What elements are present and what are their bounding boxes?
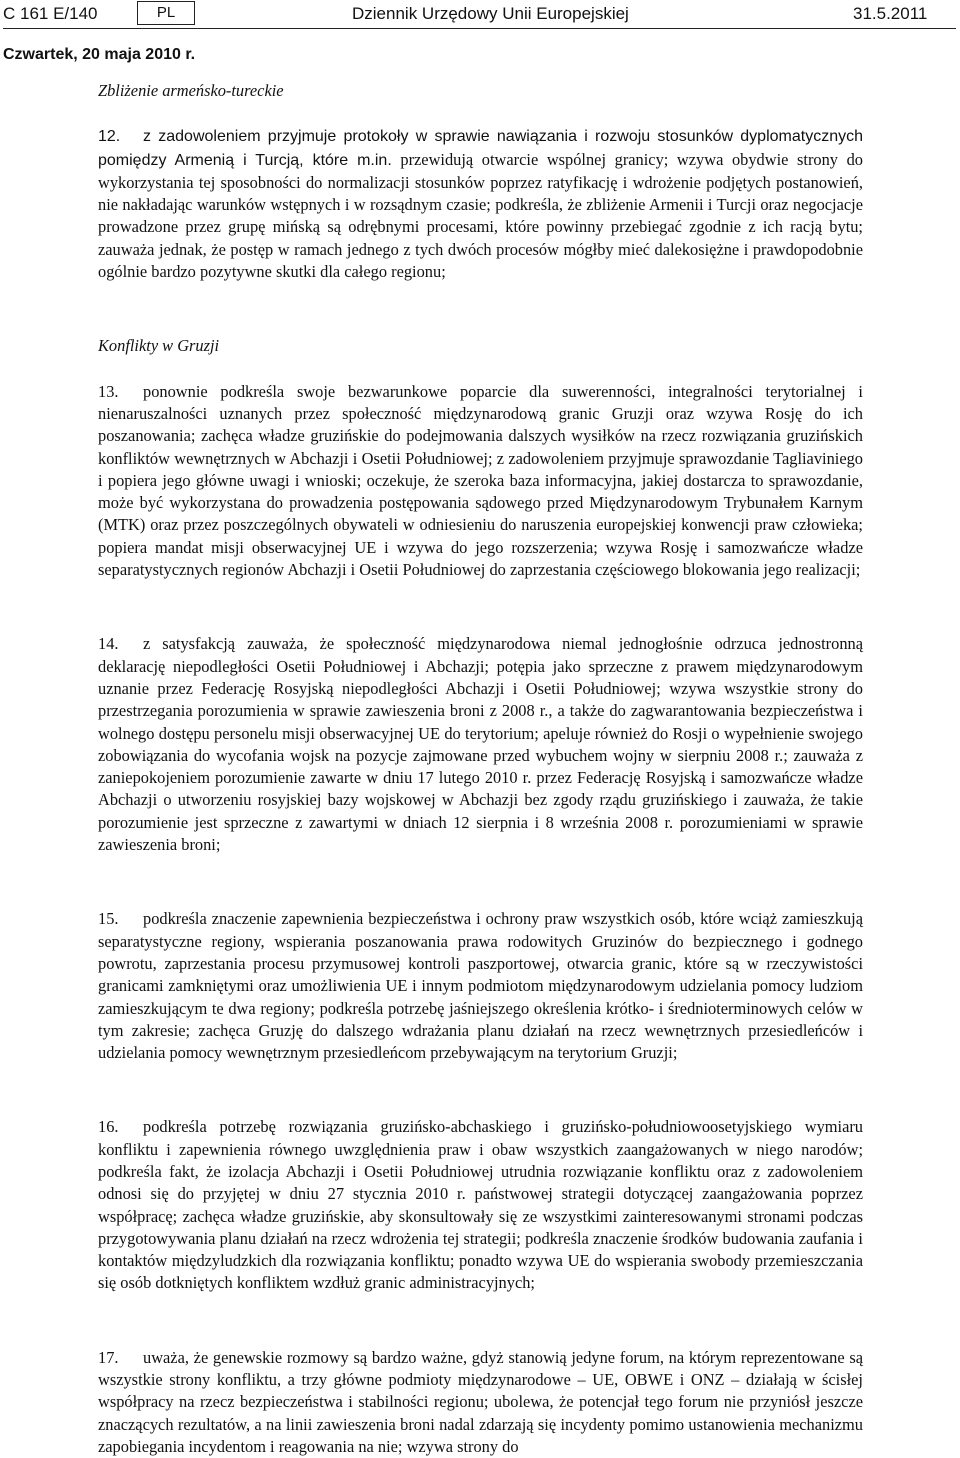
paragraph-16 (98, 1116, 863, 1294)
page-reference: C 161 E/140 (3, 4, 98, 23)
paragraph-14 (98, 633, 863, 856)
section-heading-georgia: Konflikty w Gruzji (98, 336, 220, 356)
paragraph-12-lead: z zadowoleniem przyjmuje protokoły w sprawie nawiązania i rozwoju stosunków dyplomatycznych pomiędzy Armenią i Turcją, które m.in. (98, 128, 863, 169)
paragraph-number: 14. (98, 634, 119, 654)
journal-title: Dziennik Urzędowy Unii Europejskiej (352, 4, 629, 23)
paragraph-15 (98, 908, 863, 1064)
header-divider (3, 28, 956, 29)
sitting-date: Czwartek, 20 maja 2010 r. (3, 46, 196, 63)
paragraph-14-text: z satysfakcją zauważa, że społeczność międzynarodowa niemal jednogłośnie odrzuca jednostronną deklarację niepodległości Osetii Południowej i Abchazji; potępia jako sprzeczne z prawem międzynarodowym uznanie przez Federację Rosyjską niepodległości Abchazji i Osetii Południowej; wzywa wszystkie strony do przestrzegania porozumienia w sprawie zawieszenia broni z 2008 r., a także do zagwarantowania bezpieczeństwa i wolnego dostępu personelu misji obserwacyjnej UE do terytorium; apeluje również do Rosji o wypełnienie swojego zobowiązania do wycofania wojsk na pozycje zajmowane przed wybuchem wojny w sierpniu 2008 r.; zauważa z zaniepokojeniem porozumienie zawarte w dniu 17 lutego 2010 r. przez Federację Rosyjską i samozwańcze władze Abchazji o utworzeniu rosyjskiej bazy wojskowej w Abchazji bez zgody rządu gruzińskiego i zauważa, że takie porozumienie jest sprzeczne z zawartymi w dniach 12 sierpnia i 8 września 2008 r. porozumieniami w sprawie zawieszenia broni; (98, 634, 863, 855)
paragraph-17 (98, 1347, 863, 1458)
paragraph-15-text: podkreśla znaczenie zapewnienia bezpieczeństwa i ochrony praw wszystkich osób, które wciąż zamieszkują separatystyczne regiony, wspierania poszanowania prawa rodowitych Gruzinów do bezpiecznego i godnego powrotu, zaprzestania procesu przymusowej kontroli paszportowej, otwarcia granic, które są w rzeczywistości granicami zamkniętymi oraz umożliwienia UE i innym podmiotom międzynarodowym udzielania pomocy ludziom zamieszkującym te dwa regiony; podkreśla potrzebę jaśniejszego określenia krótko- i średnioterminowych celów w tym zakresie; zachęca Gruzję do dalszego wdrażania planu działań na rzecz wewnętrznych przesiedleńców i udzielania pomocy wewnętrznym przesiedleńcom przebywającym na terytorium Gruzji; (98, 909, 863, 1063)
paragraph-number: 13. (98, 381, 119, 401)
section-heading-armenia: Zbliżenie armeńsko-tureckie (98, 81, 284, 100)
paragraph-13 (98, 381, 863, 582)
paragraph-12-text: przewidują otwarcie wspólnej granicy; wzywa obydwie strony do wykorzystania tej sposobności do normalizacji stosunków poprzez ratyfikację i wdrożenie podjętych postanowień, nie nakładając warunków wstępnych i w rozsądnym czasie; podkreśla, że zbliżenie Armenii i Turcji oraz negocjacje prowadzone przez grupę mińską są odrębnymi procesami, które powinny przebiegać zgodnie z ich racją bytu; zauważa jednak, że postęp w ramach jednego z tych dwóch procesów mógłby mieć dalekosiężne i prawdopodobnie ogólnie bardzo pozytywne skutki dla całego regionu; (98, 149, 863, 282)
publication-date: 31.5.2011 (853, 4, 928, 23)
paragraph-16-text: podkreśla potrzebę rozwiązania gruzińsko-abchaskiego i gruzińsko-południowoosetyjskiego wymiaru konfliktu i zapewnienia równego uwzględnienia praw i obaw wszystkich zaangażowanych w niego narodów; podkreśla fakt, że izolacja Abchazji i Osetii Południowej utrudnia rozwiązanie konfliktu oraz z zadowoleniem odnosi się do przyjętej w dniu 27 stycznia 2010 r. państwowej strategii dotyczącej zaangażowania poprzez współpracę; zachęca władze gruzińskie, aby skonsultowały się ze wszystkimi zainteresowanymi stronami podczas przygotowywania planu działań na rzecz wdrożenia tej strategii; podkreśla znaczenie środków budowania zaufania i kontaktów międzyludzkich dla rozwiązania konfliktu; ponadto wzywa UE do wspierania swobody przemieszczania się osób dotkniętych konfliktem wzdłuż granic administracyjnych; (98, 1117, 863, 1293)
language-badge: PL (137, 1, 195, 25)
paragraph-number: 16. (98, 1117, 119, 1137)
document-body (98, 80, 863, 1458)
paragraph-number: 15. (98, 909, 119, 929)
paragraph-12 (98, 125, 863, 283)
paragraph-number: 17. (98, 1347, 119, 1367)
page-header (0, 0, 960, 30)
paragraph-13-text: ponownie podkreśla swoje bezwarunkowe poparcie dla suwerenności, integralności terytorialnej i nienaruszalności uznanych przez społeczność międzynarodową granic Gruzji oraz wzywa Rosję do ich poszanowania; zachęca władze gruzińskie do podejmowania dalszych wysiłków na rzecz rozwiązania gruzińskich konfliktów wewnętrznych w Abchazji i Osetii Południowej; z zadowoleniem przyjmuje sprawozdanie Tagliaviniego i popiera jego główne uwagi i wnioski; oczekuje, że szeroka baza informacyjna, jakiej dostarcza to sprawozdanie, może być wykorzystana do prowadzenia postępowania sądowego przed Międzynarodowym Trybunałem Karnym (MTK) oraz przez poszczególnych obywateli w odniesieniu do naruszenia europejskiej konwencji praw człowieka; popiera mandat misji obserwacyjnej UE i wzywa do jego rozszerzenia; wzywa Rosję i samozwańcze władze separatystycznych regionów Abchazji i Osetii Południowej do zaprzestania częściowego blokowania jego realizacji; (98, 381, 863, 580)
paragraph-number: 12. (98, 128, 121, 146)
paragraph-17-text: uważa, że genewskie rozmowy są bardzo ważne, gdyż stanowią jedyne forum, na którym reprezentowane są wszystkie strony konfliktu, a trzy główne podmioty międzynarodowe – UE, OBWE i ONZ – działają w ścisłej współpracy na rzecz bezpieczeństwa i stabilności regionu; ubolewa, że potencjał tego forum nie przyniósł jeszcze znaczących rezultatów, a na linii zawieszenia broni nadal zdarzają się incydenty pomimo ustanowienia mechanizmu zapobiegania incydentom i reagowania na nie; wzywa strony do (98, 1347, 863, 1456)
